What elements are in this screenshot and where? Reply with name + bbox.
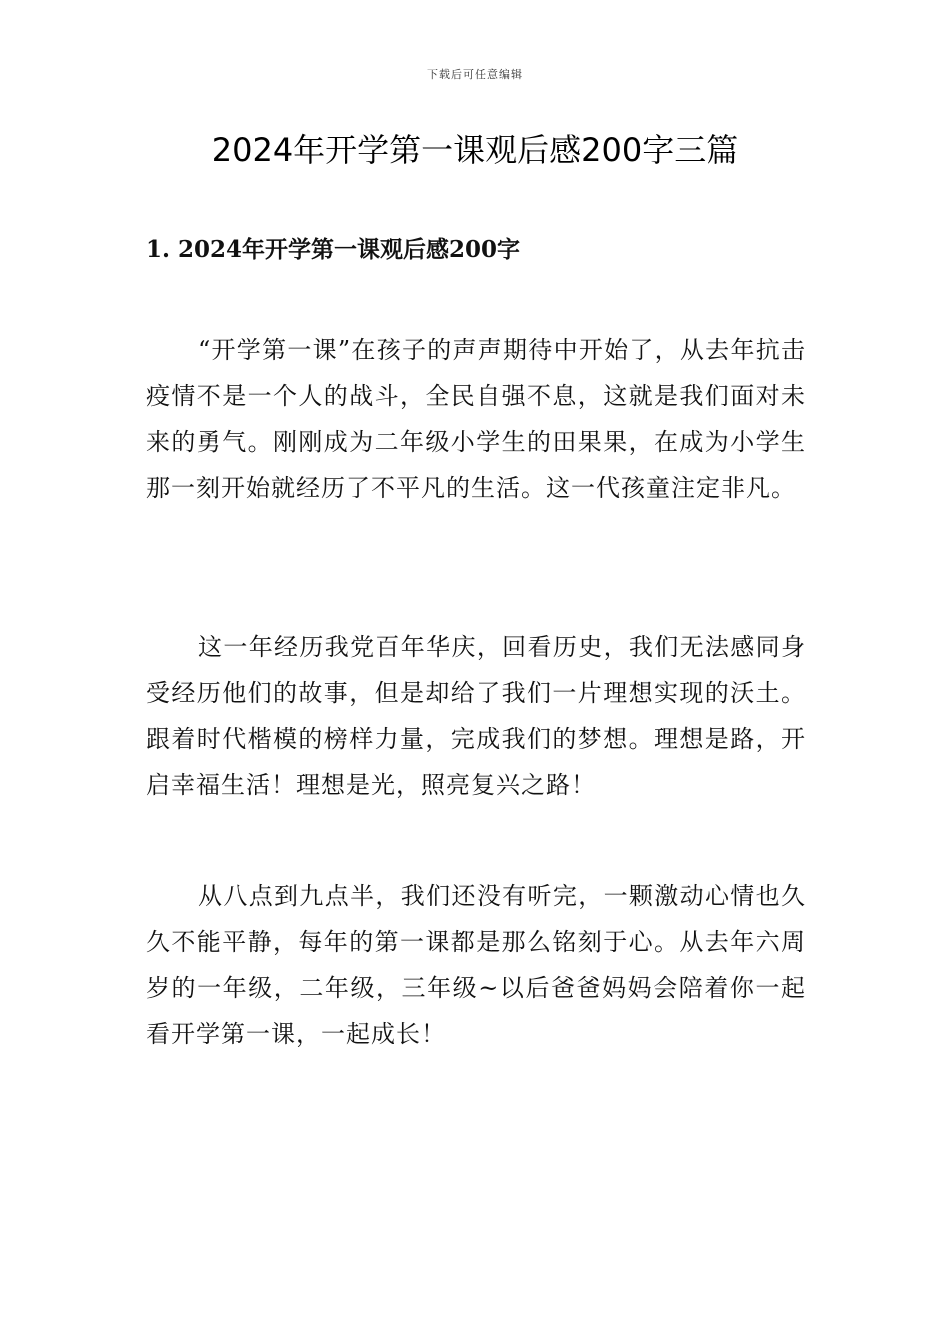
paragraph-1: “开学第一课”在孩子的声声期待中开始了，从去年抗击疫情不是一个人的战斗，全民自强不息，这就是我们面对未来的勇气。刚刚成为二年级小学生的田果果，在成为小学生那一刻开始就经历了不平凡的生活。这一代孩童注定非凡。 (146, 336, 806, 502)
paragraph-2: 这一年经历我党百年华庆，回看历史，我们无法感同身受经历他们的故事，但是却给了我们一片理想实现的沃土。跟着时代楷模的榜样力量，完成我们的梦想。理想是路，开启幸福生活！理想是光，照亮复兴之路！ (146, 633, 806, 799)
header-note: 下载后可任意编辑 (427, 68, 523, 81)
section-heading: 1. 2024年开学第一课观后感200字 (146, 236, 521, 263)
paragraph-3: 从八点到九点半，我们还没有听完，一颗激动心情也久久不能平静，每年的第一课都是那么铭刻于心。从去年六周岁的一年级，二年级，三年级~以后爸爸妈妈会陪着你一起看开学第一课，一起成长！ (146, 882, 806, 1048)
page-title: 2024年开学第一课观后感200字三篇 (211, 131, 739, 169)
